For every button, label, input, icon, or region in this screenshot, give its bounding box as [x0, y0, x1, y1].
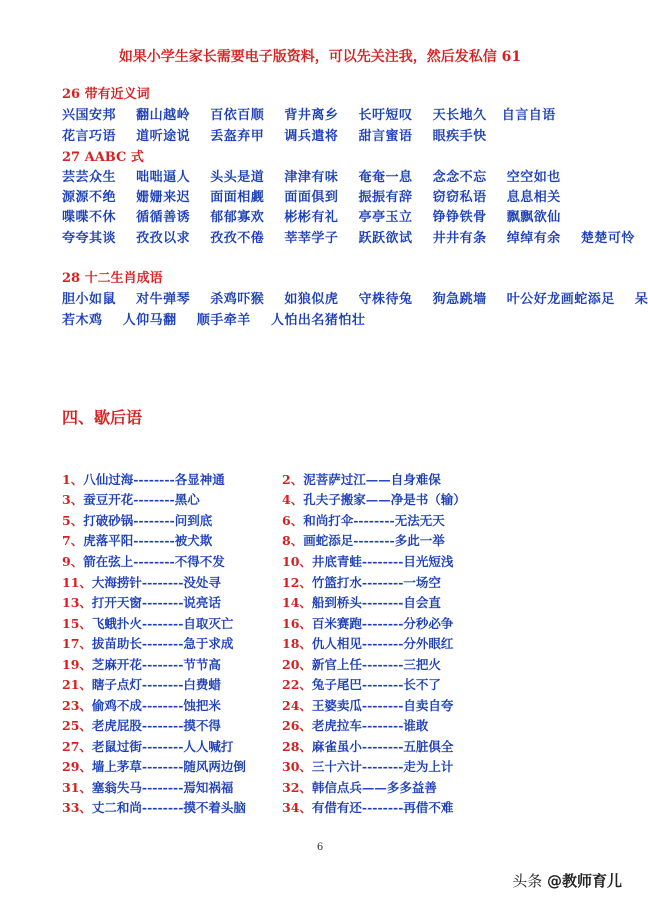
idiom: 人怕出名猪怕壮 — [270, 313, 366, 328]
xiehouyu-item — [282, 614, 453, 632]
idiom-line — [62, 166, 561, 185]
item-text: 三十六计--------走为上计 — [311, 759, 454, 774]
idiom-line — [62, 309, 365, 328]
idiom: 花言巧语 — [62, 129, 117, 144]
watermark — [512, 870, 622, 891]
idiom: 莘莘学子 — [284, 231, 339, 246]
idiom: 咄咄逼人 — [136, 170, 191, 185]
idiom: 窃窃私语 — [432, 190, 487, 205]
item-number: 29、 — [62, 759, 92, 774]
item-text: 塞翁失马--------焉知祸福 — [91, 780, 234, 795]
item-text: 竹篮打水--------一场空 — [311, 575, 441, 590]
idiom: 铮铮铁骨 — [432, 210, 487, 225]
idiom: 飘飘欲仙 — [506, 210, 561, 225]
xiehouyu-item — [62, 490, 200, 508]
xiehouyu-item — [282, 573, 441, 591]
idiom: 空空如也 — [506, 170, 561, 185]
xiehouyu-item — [62, 573, 221, 591]
item-text: 兔子尾巴--------长不了 — [311, 677, 441, 692]
item-text: 泥菩萨过江——自身难保 — [303, 472, 441, 487]
item-text: 新官上任--------三把火 — [311, 657, 441, 672]
xiehouyu-item — [62, 737, 233, 755]
idiom: 呆 — [634, 292, 648, 307]
item-number: 20、 — [282, 657, 312, 672]
idiom: 长吁短叹 — [358, 108, 413, 123]
item-number: 26、 — [282, 718, 312, 733]
xiehouyu-item — [282, 655, 441, 673]
item-text: 箭在弦上--------不得不发 — [83, 554, 225, 569]
xiehouyu-item — [282, 675, 441, 693]
idiom: 狗急跳墙 — [432, 292, 487, 307]
idiom: 天长地久 — [432, 108, 487, 123]
item-text: 大海捞针--------没处寻 — [91, 575, 221, 590]
item-number: 19、 — [62, 657, 92, 672]
xiehouyu-item — [62, 757, 246, 775]
xiehouyu-item — [62, 778, 233, 796]
item-number: 22、 — [282, 677, 312, 692]
item-text: 老鼠过街--------人人喊打 — [91, 739, 234, 754]
idiom: 背井离乡 — [284, 108, 339, 123]
idiom: 面面俱到 — [284, 190, 339, 205]
idiom: 彬彬有礼 — [284, 210, 339, 225]
idiom: 叶公好龙画蛇添足 — [506, 292, 615, 307]
idiom: 跃跃欲试 — [358, 231, 413, 246]
xiehouyu-item — [282, 737, 453, 755]
section-xiehouyu-title: 四、歇后语 — [62, 408, 143, 427]
xiehouyu-item — [282, 490, 466, 508]
item-text: 芝麻开花--------节节高 — [91, 657, 221, 672]
xiehouyu-item — [282, 552, 453, 570]
idiom-line — [62, 186, 561, 205]
item-text: 飞蛾扑火--------自取灭亡 — [91, 616, 234, 631]
item-text: 老虎屁股--------摸不得 — [91, 718, 221, 733]
watermark-prefix: 头条 — [512, 872, 543, 890]
item-number: 15、 — [62, 616, 92, 631]
item-number: 7、 — [62, 533, 84, 548]
item-text: 拔苗助长--------急于求成 — [91, 636, 234, 651]
idiom: 人仰马翻 — [122, 313, 177, 328]
idiom: 守株待兔 — [358, 292, 413, 307]
item-text: 百米赛跑--------分秒必争 — [311, 616, 454, 631]
section-27-heading: 27 AABC 式 — [62, 150, 144, 165]
item-number: 10、 — [282, 554, 312, 569]
xiehouyu-item — [62, 593, 221, 611]
item-number: 12、 — [282, 575, 312, 590]
idiom: 如狼似虎 — [284, 292, 339, 307]
idiom: 楚楚可怜 — [580, 231, 635, 246]
idiom: 姗姗来迟 — [136, 190, 191, 205]
item-text: 老虎拉车--------谁敢 — [311, 718, 429, 733]
item-text: 虎落平阳--------被犬欺 — [83, 533, 213, 548]
idiom: 胆小如鼠 — [62, 292, 117, 307]
page-number: 6 — [316, 842, 324, 853]
item-text: 瞎子点灯--------白费蜡 — [91, 677, 221, 692]
idiom: 兴国安邦 — [62, 108, 117, 123]
idiom: 息息相关 — [506, 190, 561, 205]
item-number: 27、 — [62, 739, 92, 754]
item-number: 34、 — [282, 800, 312, 815]
idiom-line — [62, 206, 561, 225]
xiehouyu-item — [62, 552, 225, 570]
item-number: 3、 — [62, 492, 84, 507]
xiehouyu-item — [62, 614, 233, 632]
item-number: 16、 — [282, 616, 312, 631]
item-text: 麻雀虽小--------五脏俱全 — [311, 739, 454, 754]
xiehouyu-item — [282, 531, 445, 549]
idiom: 调兵遣将 — [284, 129, 339, 144]
item-number: 4、 — [282, 492, 304, 507]
idiom: 振振有辞 — [358, 190, 413, 205]
item-number: 2、 — [282, 472, 304, 487]
xiehouyu-item — [62, 511, 212, 529]
item-number: 5、 — [62, 513, 84, 528]
xiehouyu-item — [282, 757, 453, 775]
idiom: 眼疾手快 — [432, 129, 487, 144]
item-text: 王婆卖瓜--------自卖自夸 — [311, 698, 454, 713]
idiom: 绰绰有余 — [506, 231, 561, 246]
item-number: 21、 — [62, 677, 92, 692]
idiom: 奄奄一息 — [358, 170, 413, 185]
item-text: 打开天窗--------说亮话 — [91, 595, 221, 610]
item-number: 28、 — [282, 739, 312, 754]
idiom: 顺手牵羊 — [196, 313, 251, 328]
xiehouyu-item — [282, 593, 441, 611]
item-number: 17、 — [62, 636, 92, 651]
idiom: 自言自语 — [501, 108, 556, 123]
section-28-heading: 28 十二生肖成语 — [62, 271, 163, 286]
idiom: 对牛弹琴 — [136, 292, 191, 307]
xiehouyu-item — [62, 696, 221, 714]
idiom: 亭亭玉立 — [358, 210, 413, 225]
idiom: 井井有条 — [432, 231, 487, 246]
xiehouyu-item — [282, 634, 453, 652]
item-text: 孔夫子搬家——净是书（输） — [303, 492, 466, 507]
item-number: 1、 — [62, 472, 84, 487]
idiom: 翻山越岭 — [136, 108, 191, 123]
item-text: 墙上茅草--------随风两边倒 — [91, 759, 246, 774]
idiom: 郁郁寡欢 — [210, 210, 265, 225]
idiom: 甜言蜜语 — [358, 129, 413, 144]
xiehouyu-item — [62, 655, 221, 673]
item-number: 31、 — [62, 780, 92, 795]
idiom: 夸夸其谈 — [62, 231, 117, 246]
item-number: 32、 — [282, 780, 312, 795]
idiom: 孜孜以求 — [136, 231, 191, 246]
item-number: 33、 — [62, 800, 92, 815]
item-text: 仇人相见--------分外眼红 — [311, 636, 454, 651]
item-text: 蚕豆开花--------黑心 — [83, 492, 200, 507]
banner-notice: 如果小学生家长需要电子版资料，可以先关注我，然后发私信 61 — [118, 49, 522, 65]
item-text: 井底青蛙--------目光短浅 — [311, 554, 454, 569]
xiehouyu-item — [282, 798, 453, 816]
idiom: 喋喋不休 — [62, 210, 117, 225]
item-text: 和尚打伞--------无法无天 — [303, 513, 445, 528]
idiom: 道听途说 — [136, 129, 191, 144]
idiom: 面面相觑 — [210, 190, 265, 205]
xiehouyu-item — [282, 778, 437, 796]
item-number: 9、 — [62, 554, 84, 569]
item-number: 25、 — [62, 718, 92, 733]
idiom: 头头是道 — [210, 170, 265, 185]
idiom-line — [62, 227, 635, 246]
idiom-line — [62, 104, 556, 123]
watermark-handle: @教师育儿 — [546, 872, 622, 890]
xiehouyu-item — [62, 470, 225, 488]
item-text: 船到桥头--------自会直 — [311, 595, 441, 610]
item-text: 韩信点兵——多多益善 — [311, 780, 437, 795]
section-26-heading: 26 带有近义词 — [62, 87, 150, 102]
xiehouyu-item — [282, 696, 453, 714]
xiehouyu-item — [62, 531, 212, 549]
idiom: 芸芸众生 — [62, 170, 117, 185]
xiehouyu-item — [62, 675, 221, 693]
idiom: 孜孜不倦 — [210, 231, 265, 246]
item-text: 八仙过海--------各显神通 — [83, 472, 225, 487]
xiehouyu-item — [282, 470, 441, 488]
item-number: 24、 — [282, 698, 312, 713]
idiom: 丢盔弃甲 — [210, 129, 265, 144]
xiehouyu-item — [62, 716, 221, 734]
idiom: 若木鸡 — [62, 313, 103, 328]
idiom: 百依百顺 — [210, 108, 265, 123]
item-number: 18、 — [282, 636, 312, 651]
idiom: 津津有味 — [284, 170, 339, 185]
item-number: 11、 — [62, 575, 92, 590]
idiom: 杀鸡吓猴 — [210, 292, 265, 307]
xiehouyu-item — [62, 798, 246, 816]
item-number: 23、 — [62, 698, 92, 713]
idiom: 念念不忘 — [432, 170, 487, 185]
item-number: 14、 — [282, 595, 312, 610]
item-number: 30、 — [282, 759, 312, 774]
idiom: 循循善诱 — [136, 210, 191, 225]
item-text: 画蛇添足--------多此一举 — [303, 533, 445, 548]
idiom-line — [62, 125, 487, 144]
xiehouyu-item — [62, 634, 233, 652]
item-text: 偷鸡不成--------蚀把米 — [91, 698, 221, 713]
idiom: 源源不绝 — [62, 190, 117, 205]
item-text: 丈二和尚--------摸不着头脑 — [91, 800, 246, 815]
xiehouyu-item — [282, 511, 445, 529]
idiom-line — [62, 288, 648, 307]
item-number: 8、 — [282, 533, 304, 548]
xiehouyu-item — [282, 716, 428, 734]
item-text: 打破砂锅--------问到底 — [83, 513, 213, 528]
item-number: 6、 — [282, 513, 304, 528]
item-number: 13、 — [62, 595, 92, 610]
item-text: 有借有还--------再借不难 — [311, 800, 454, 815]
